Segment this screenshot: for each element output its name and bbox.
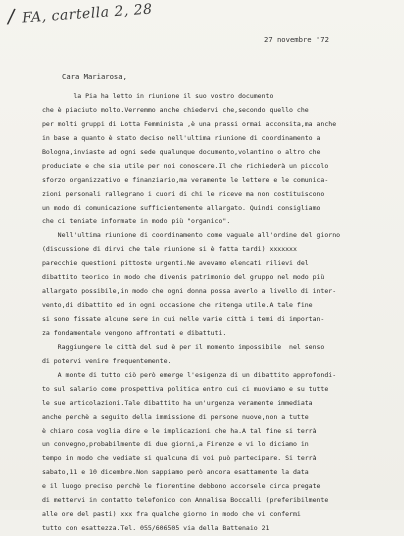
salutation: Cara Mariarosa, (62, 72, 127, 81)
body-line: tutto con esattezza.Tel. 055/606505 via della Battenaio 21 (42, 524, 270, 533)
body-line: per molti gruppi di Lotta Femminista ,è una prassi ormai acconsita,ma anche (42, 119, 337, 128)
body-line: allargato possibile,in modo che ogni donna possa averlo a livello di inter- (42, 287, 337, 296)
body-line: è chiaro cosa voglia dire e le implicazioni che ha.A tal fine si terrà (42, 426, 317, 435)
body-line: za fondamentale vengono affrontati e dibattuti. (42, 328, 227, 337)
body-line: che è piaciuto molto.Verremmo anche chiedervi che,secondo quello che (42, 105, 309, 114)
letter-body (42, 90, 392, 536)
body-line: produciate e che sia utile per noi conoscere.Il che richiederà un piccolo (42, 161, 329, 170)
body-line: anche perchè a seguito della immissione di persone nuove,non a tutte (42, 412, 309, 421)
body-line: parecchie questioni pittoste urgenti.Ne avevamo elencati rilievi del (42, 259, 309, 268)
body-line: zioni personali rallegrano i cuori di chi le riceve ma non costituiscono (42, 189, 325, 198)
body-line: di mettervi in contatto telefonico con Annalisa Boccalli (preferibilmente (42, 496, 329, 505)
body-line: le sue articolazioni.Tale dibattito ha un'urgenza veramente immediata (42, 398, 313, 407)
letter-date: 27 novembre '72 (264, 35, 329, 44)
body-line: che ci teniate informate in modo più "organico". (42, 217, 231, 226)
body-line: Raggiungere le città del sud è per il momento impossibile nel senso (42, 342, 325, 351)
body-line: (discussione di dirvi che tale riunione si è fatta tardi) xxxxxxx (42, 245, 297, 254)
corner-mark: / (6, 3, 17, 29)
body-line: un convegno,probabilmente di due giorni,a Firenze e vi lo diciamo in (42, 440, 309, 449)
body-line: Bologna,inviaste ad ogni sede qualunque documento,volantino o altro che (42, 147, 321, 156)
body-line: di potervi venire frequentemente. (42, 356, 172, 365)
body-line: sforzo organizzativo e finanziario,ma veramente le lettere e le comunica- (42, 175, 329, 184)
body-line: la Pia ha letto in riunione il suo vostro documento (42, 92, 274, 100)
handwritten-reference: FA, cartella 2, 28 (21, 1, 154, 27)
body-line: Nell'ultima riunione di coordinamento come vaguale all'ordine del giorno (42, 231, 341, 240)
body-line: si sono fissate alcune sere in cui nelle varie città i temi di importan- (42, 315, 325, 323)
body-line: sabato,11 e 10 dicembre.Non sappiamo però ancora esattamente la data (42, 468, 309, 477)
body-line: dibattito teorico in modo che divenis patrimonio del gruppo nel modo più (42, 273, 325, 282)
body-line: e il luogo preciso perchè le fiorentine debbono accorsele circa pregate (42, 482, 321, 491)
body-line: vento,di dibattito ed in ogni occasione che ritenga utile.A tale fine (42, 301, 313, 310)
body-line: in base a quanto è stato deciso nell'ultima riunione di coordinamento a (42, 133, 321, 142)
body-line: A monte di tutto ciò però emerge l'esigenza di un dibattito approfondi- (42, 370, 337, 379)
body-line: to sul salario come prospettiva politica entro cui ci muoviamo e su tutte (42, 384, 329, 393)
body-line: tempo in modo che vediate si qualcuna di voi può partecipare. Si terrà (42, 454, 317, 463)
body-line: un modo di comunicazione sufficientemente allargato. Quindi consigliamo (42, 203, 321, 212)
body-line: alle ore del pasti) xxx fra qualche giorno in modo che vi confermi (42, 510, 301, 519)
